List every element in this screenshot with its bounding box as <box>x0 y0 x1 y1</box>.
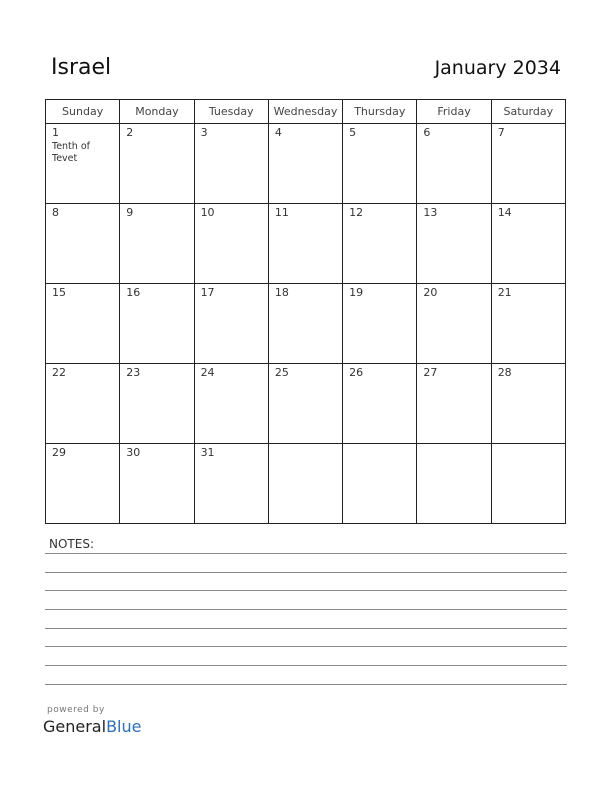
weekday-header-row <box>46 100 566 124</box>
day-cell <box>268 364 342 444</box>
brand-name-part2: Blue <box>106 717 142 736</box>
day-number: 15 <box>52 286 66 299</box>
day-cell <box>417 124 491 204</box>
day-cell <box>268 124 342 204</box>
day-number: 12 <box>349 206 364 219</box>
day-cell <box>194 364 268 444</box>
day-cell <box>343 204 417 284</box>
week-row <box>46 284 566 364</box>
day-cell <box>417 284 491 364</box>
day-number: 19 <box>349 286 364 299</box>
note-line <box>45 646 567 647</box>
note-line <box>45 553 567 554</box>
day-number: 6 <box>423 126 431 139</box>
week-row <box>46 444 566 524</box>
weekday-header: Thursday <box>343 100 417 124</box>
day-cell <box>343 444 417 524</box>
weekday-header: Saturday <box>491 100 565 124</box>
weekday-header: Sunday <box>46 100 120 124</box>
day-number: 4 <box>274 126 282 139</box>
day-number: 9 <box>126 206 134 219</box>
day-number: 20 <box>423 286 438 299</box>
day-cell <box>194 204 268 284</box>
day-number: 23 <box>126 366 141 379</box>
day-number: 24 <box>200 366 215 379</box>
day-number: 14 <box>497 206 512 219</box>
weekday-header: Friday <box>417 100 491 124</box>
note-line <box>45 590 567 591</box>
day-number: 18 <box>274 286 289 299</box>
day-number: 17 <box>200 286 215 299</box>
day-cell <box>491 444 565 524</box>
week-row <box>46 204 566 284</box>
day-number: 27 <box>423 366 438 379</box>
day-number: 5 <box>349 126 357 139</box>
day-number: 22 <box>52 366 66 379</box>
week-row <box>46 124 566 204</box>
day-cell <box>194 124 268 204</box>
notes-label: NOTES: <box>49 537 94 551</box>
day-number: 28 <box>497 366 512 379</box>
day-cell <box>120 444 194 524</box>
day-cell <box>491 364 565 444</box>
day-number: 10 <box>200 206 215 219</box>
powered-by-text: powered by <box>47 705 105 715</box>
day-number: 11 <box>274 206 289 219</box>
day-cell <box>46 364 120 444</box>
day-cell <box>343 364 417 444</box>
month-year-title: January 2034 <box>434 57 561 79</box>
day-number: 16 <box>126 286 141 299</box>
day-number: 3 <box>200 126 208 139</box>
calendar-grid <box>45 99 566 524</box>
day-number: 8 <box>52 206 59 219</box>
day-number: 7 <box>497 126 505 139</box>
day-cell <box>268 284 342 364</box>
brand-name-part1: General <box>43 717 107 736</box>
day-number: 13 <box>423 206 438 219</box>
note-line <box>45 684 567 685</box>
holiday-label: Tenth of Tevet <box>52 141 90 164</box>
day-number: 21 <box>497 286 512 299</box>
day-cell <box>268 444 342 524</box>
day-cell <box>343 284 417 364</box>
day-cell <box>343 124 417 204</box>
note-line <box>45 609 567 610</box>
weekday-header: Tuesday <box>194 100 268 124</box>
day-cell <box>46 284 120 364</box>
day-cell <box>417 204 491 284</box>
week-row <box>46 364 566 444</box>
day-number: 30 <box>126 446 141 459</box>
day-number: 26 <box>349 366 364 379</box>
weekday-header: Monday <box>120 100 194 124</box>
day-cell <box>417 364 491 444</box>
day-cell <box>120 284 194 364</box>
day-cell <box>268 204 342 284</box>
day-cell <box>46 124 120 204</box>
day-cell <box>46 204 120 284</box>
day-cell <box>417 444 491 524</box>
day-number: 31 <box>200 446 215 459</box>
day-number: 1 <box>52 126 59 139</box>
country-title: Israel <box>51 55 112 80</box>
day-cell <box>491 204 565 284</box>
generalblue-logo[interactable] <box>43 717 141 736</box>
day-number: 29 <box>52 446 66 459</box>
note-line <box>45 628 567 629</box>
day-cell <box>120 204 194 284</box>
day-cell <box>46 444 120 524</box>
day-number: 2 <box>126 126 134 139</box>
day-cell <box>194 284 268 364</box>
day-cell <box>120 124 194 204</box>
day-cell <box>491 124 565 204</box>
day-cell <box>491 284 565 364</box>
day-cell <box>194 444 268 524</box>
note-line <box>45 665 567 666</box>
day-cell <box>120 364 194 444</box>
day-number: 25 <box>274 366 289 379</box>
weekday-header: Wednesday <box>268 100 342 124</box>
note-line <box>45 572 567 573</box>
